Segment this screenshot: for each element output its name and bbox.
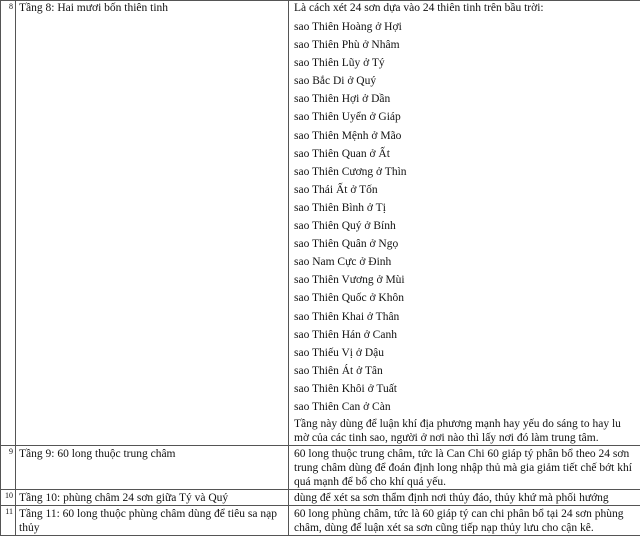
- layer-name: Tầng 11: 60 long thuộc phùng châm dùng để tiêu sa nạp thủy: [16, 506, 289, 536]
- star-item: sao Thiếu Vị ở Dậu: [294, 344, 637, 362]
- row-number: 10: [1, 490, 16, 506]
- star-item: sao Thiên Vương ở Mùi: [294, 271, 637, 289]
- star-item: sao Thiên Lũy ở Tý: [294, 54, 637, 72]
- star-item: sao Thiên Hoàng ở Hợi: [294, 18, 637, 36]
- star-item: sao Thiên Hợi ở Dần: [294, 90, 637, 108]
- star-item: sao Thiên Khôi ở Tuất: [294, 380, 637, 398]
- table-row: [1, 1, 640, 446]
- star-item: sao Nam Cực ở Đinh: [294, 253, 637, 271]
- row-number: 8: [1, 1, 16, 446]
- row-number: 9: [1, 446, 16, 490]
- star-item: sao Thiên Quan ở Ất: [294, 145, 637, 163]
- star-item: sao Thiên Át ở Tân: [294, 362, 637, 380]
- row-number: 11: [1, 506, 16, 536]
- layer-description: 60 long phùng châm, tức là 60 giáp tý can chi phân bổ tại 24 sơn phùng châm, dùng để luận xét sa sơn cũng tiếp nạp thủy lưu cho cận kê.: [289, 506, 640, 536]
- layer-name: Tầng 10: phùng châm 24 sơn giữa Tý và Quý: [16, 490, 289, 506]
- table-row: [1, 506, 640, 536]
- star-item: sao Thiên Uyển ở Giáp: [294, 108, 637, 126]
- star-item: sao Thiên Phù ở Nhâm: [294, 36, 637, 54]
- table-row: [1, 446, 640, 490]
- layer-name: Tầng 9: 60 long thuộc trung châm: [16, 446, 289, 490]
- star-list: [294, 18, 637, 416]
- layer-name: Tầng 8: Hai mươi bốn thiên tinh: [16, 1, 289, 446]
- star-item: sao Thiên Mệnh ở Mão: [294, 127, 637, 145]
- star-item: sao Thái Ất ở Tốn: [294, 181, 637, 199]
- star-item: sao Thiên Bình ở Tị: [294, 199, 637, 217]
- star-item: sao Thiên Quốc ở Khôn: [294, 289, 637, 307]
- layer-description: 60 long thuộc trung châm, tức là Can Chi 60 giáp tý phân bổ theo 24 sơn trung châm dùng để đoán định long nhập thủ mà gia giảm tiết chế bớt khí quá mạnh để bổ cho khí quá yếu.: [289, 446, 640, 490]
- layer-description: dùng để xét sa sơn thẩm định nơi thủy đáo, thủy khứ mà phối hướng: [289, 490, 640, 506]
- star-item: sao Thiên Khai ở Thân: [294, 308, 637, 326]
- note-text: Tầng này dùng để luận khí địa phương mạnh hay yếu do sáng to hay lu mờ của các tinh sao, người ở nơi nào thì lấy nơi đó làm trung tâm.: [294, 417, 637, 445]
- star-item: sao Thiên Quân ở Ngọ: [294, 235, 637, 253]
- star-item: sao Thiên Quý ở Bính: [294, 217, 637, 235]
- star-item: sao Thiên Cương ở Thìn: [294, 163, 637, 181]
- table-row: [1, 490, 640, 506]
- star-item: sao Thiên Can ở Càn: [294, 398, 637, 416]
- star-item: sao Thiên Hán ở Canh: [294, 326, 637, 344]
- intro-text: Là cách xét 24 sơn dựa vào 24 thiên tinh trên bầu trời:: [294, 1, 637, 18]
- layer-description: [289, 1, 640, 446]
- star-item: sao Bắc Di ở Quý: [294, 72, 637, 90]
